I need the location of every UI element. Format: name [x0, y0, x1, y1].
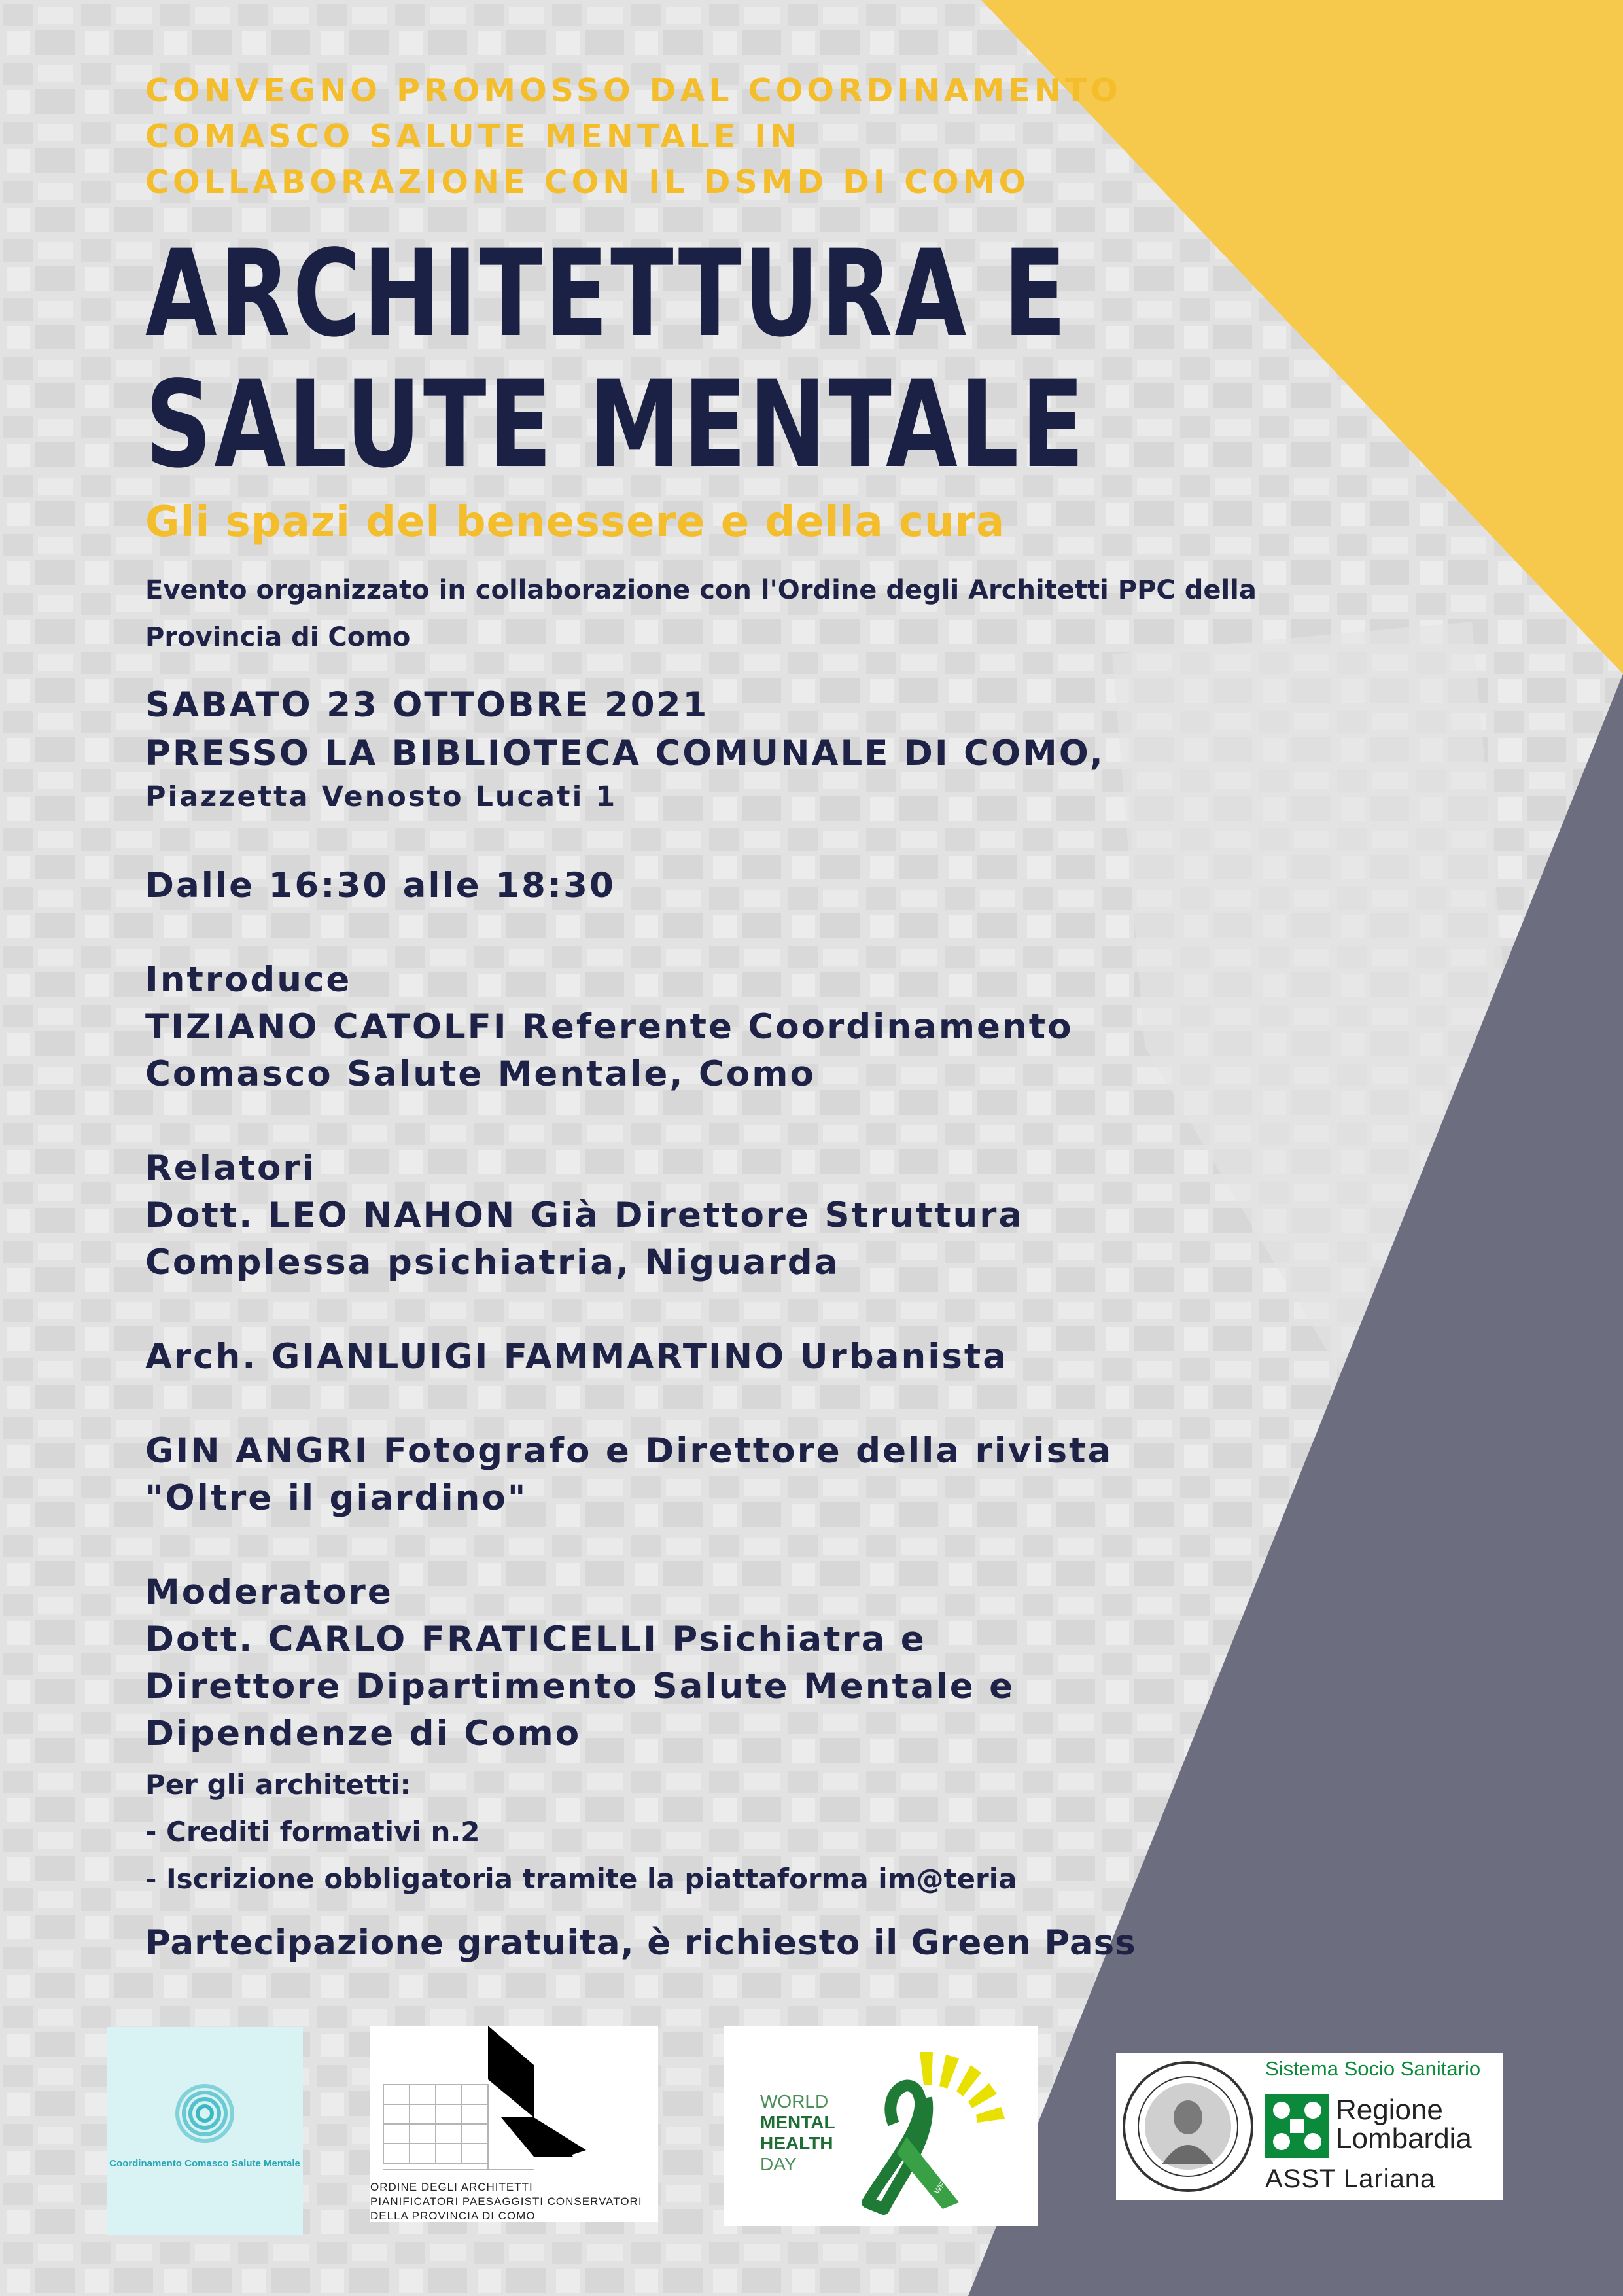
regione-text: Regione — [1336, 2094, 1443, 2126]
wmhd-line: DAY — [760, 2154, 797, 2174]
world-mental-health-day-logo — [724, 2026, 1038, 2226]
ospitale-seal-icon — [1124, 2062, 1252, 2191]
page-title — [145, 224, 1087, 495]
sistema-socio-sanitario-text: Sistema Socio Sanitario — [1265, 2057, 1481, 2080]
ordine-logo-text — [370, 2180, 642, 2223]
title-line: SALUTE MENTALE — [145, 355, 1087, 495]
speakers-heading: Relatori — [145, 1148, 316, 1188]
speaker-line: Dott. LEO NAHON Già Direttore Struttura — [145, 1195, 1024, 1235]
ordine-logo-line: ORDINE DEGLI ARCHITETTI — [370, 2181, 533, 2193]
participation-note: Partecipazione gratuita, è richiesto il Green Pass — [145, 1923, 1136, 1963]
organized-line: Provincia di Como — [145, 622, 411, 652]
asst-lariana-text: ASST Lariana — [1265, 2164, 1436, 2193]
coordinamento-logo — [107, 2027, 303, 2235]
promo-line: COLLABORAZIONE CON IL DSMD DI COMO — [145, 164, 1030, 201]
speaker-line: Arch. GIANLUIGI FAMMARTINO Urbanista — [145, 1337, 1009, 1377]
intro-heading: Introduce — [145, 960, 352, 1000]
title-line: ARCHITETTURA E — [145, 224, 1069, 364]
wmhd-line: WORLD — [760, 2091, 829, 2111]
wfmh-text: WFMH — [932, 2170, 954, 2196]
moderator-line: Direttore Dipartimento Salute Mentale e — [145, 1667, 1015, 1706]
ordine-logo-line: DELLA PROVINCIA DI COMO — [370, 2210, 536, 2222]
moderator-line: Dott. CARLO FRATICELLI Psichiatra e — [145, 1619, 926, 1659]
lombardia-cross-icon — [1265, 2094, 1329, 2158]
wmhd-text — [760, 2091, 835, 2175]
organized-text — [145, 567, 1257, 661]
event-time: Dalle 16:30 alle 18:30 — [145, 866, 616, 906]
architects-item: - Crediti formativi n.2 — [145, 1816, 480, 1848]
moderator-heading: Moderatore — [145, 1572, 393, 1612]
wmhd-line: MENTAL — [760, 2112, 835, 2132]
promo-line: COMASCO SALUTE MENTALE IN — [145, 118, 801, 155]
wmhd-line: HEALTH — [760, 2133, 833, 2153]
subtitle: Gli spazi del benessere e della cura — [145, 498, 1005, 546]
spiral-icon — [107, 2027, 303, 2235]
moderator-line: Dipendenze di Como — [145, 1714, 582, 1754]
event-date: SABATO 23 OTTOBRE 2021 — [145, 685, 709, 725]
ordine-architetti-logo — [370, 2026, 658, 2222]
intro-line: TIZIANO CATOLFI Referente Coordinamento — [145, 1007, 1073, 1047]
promo-text — [145, 68, 1122, 205]
event-venue: PRESSO LA BIBLIOTECA COMUNALE DI COMO, — [145, 733, 1105, 773]
architects-heading: Per gli architetti: — [145, 1769, 411, 1801]
speaker-line: "Oltre il giardino" — [145, 1478, 528, 1518]
promo-line: CONVEGNO PROMOSSO DAL COORDINAMENTO — [145, 72, 1122, 109]
lombardia-text: Lombardia — [1336, 2123, 1472, 2155]
speaker-line: GIN ANGRI Fotografo e Direttore della rivista — [145, 1431, 1113, 1471]
intro-line: Comasco Salute Mentale, Como — [145, 1054, 816, 1094]
ordine-logo-line: PIANIFICATORI PAESAGGISTI CONSERVATORI — [370, 2195, 642, 2208]
speaker-line: Complessa psichiatria, Niguarda — [145, 1243, 840, 1282]
architects-item: - Iscrizione obbligatoria tramite la piattaforma im@teria — [145, 1863, 1017, 1895]
event-street: Piazzetta Venosto Lucati 1 — [145, 781, 618, 813]
organized-line: Evento organizzato in collaborazione con l'Ordine degli Architetti PPC della — [145, 575, 1257, 605]
coordinamento-logo-text: Coordinamento Comasco Salute Mentale — [109, 2158, 300, 2169]
regione-lombardia-logo — [1116, 2053, 1503, 2200]
